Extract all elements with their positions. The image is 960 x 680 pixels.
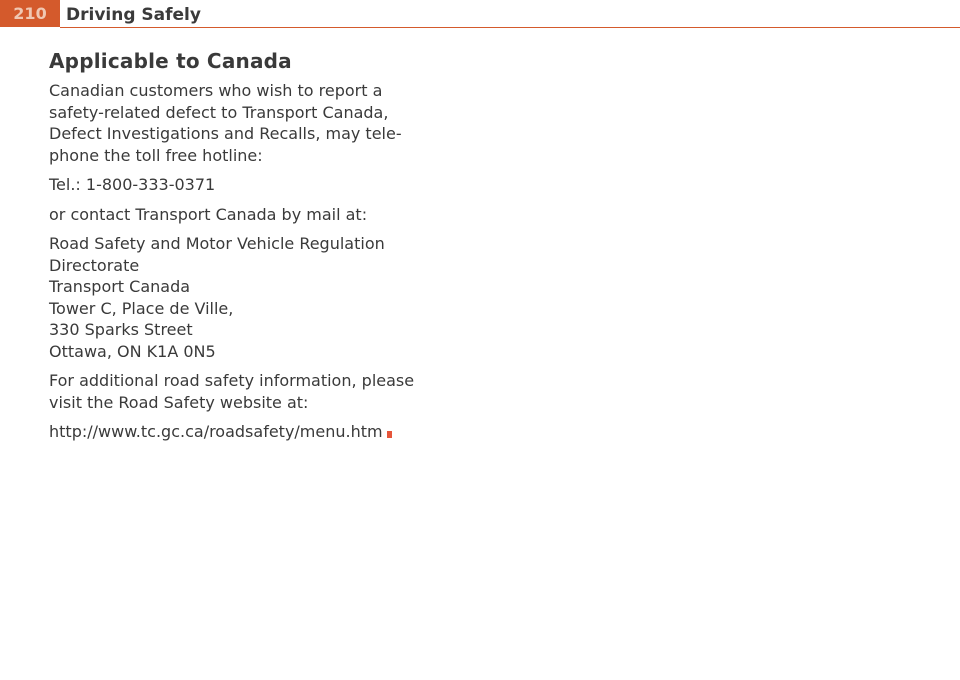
mail-intro: or contact Transport Canada by mail at: bbox=[49, 204, 368, 224]
additional-info-line: visit the Road Safety website at: bbox=[49, 392, 309, 412]
website-line bbox=[49, 421, 469, 443]
intro-line: safety-related defect to Transport Canada, bbox=[49, 102, 389, 122]
intro-line: Canadian customers who wish to report a bbox=[49, 81, 383, 100]
header-rule bbox=[60, 27, 960, 28]
running-title: Driving Safely bbox=[66, 5, 201, 25]
additional-info-paragraph bbox=[49, 370, 469, 413]
section-heading: Applicable to Canada bbox=[49, 49, 292, 73]
address-line: Ottawa, ON K1A 0N5 bbox=[49, 341, 216, 361]
telephone-line: Tel.: 1-800-333-0371 bbox=[49, 175, 216, 194]
intro-paragraph bbox=[49, 80, 469, 166]
address-line: Road Safety and Motor Vehicle Regulation bbox=[49, 234, 385, 253]
additional-info-line: For additional road safety information, please bbox=[49, 371, 415, 390]
intro-line: phone the toll free hotline: bbox=[49, 145, 263, 165]
address-line: Tower C, Place de Ville, bbox=[49, 298, 234, 318]
page-number: 210 bbox=[13, 4, 47, 23]
section-content bbox=[49, 80, 469, 451]
mailing-address bbox=[49, 233, 469, 362]
address-line: Directorate bbox=[49, 255, 140, 275]
page-number-tab bbox=[0, 0, 60, 27]
address-line: Transport Canada bbox=[49, 277, 191, 296]
intro-line: Defect Investigations and Recalls, may tele- bbox=[49, 124, 402, 143]
end-of-section-marker-icon bbox=[387, 431, 392, 438]
address-line: 330 Sparks Street bbox=[49, 320, 193, 339]
website-url: http://www.tc.gc.ca/roadsafety/menu.htm bbox=[49, 422, 383, 441]
